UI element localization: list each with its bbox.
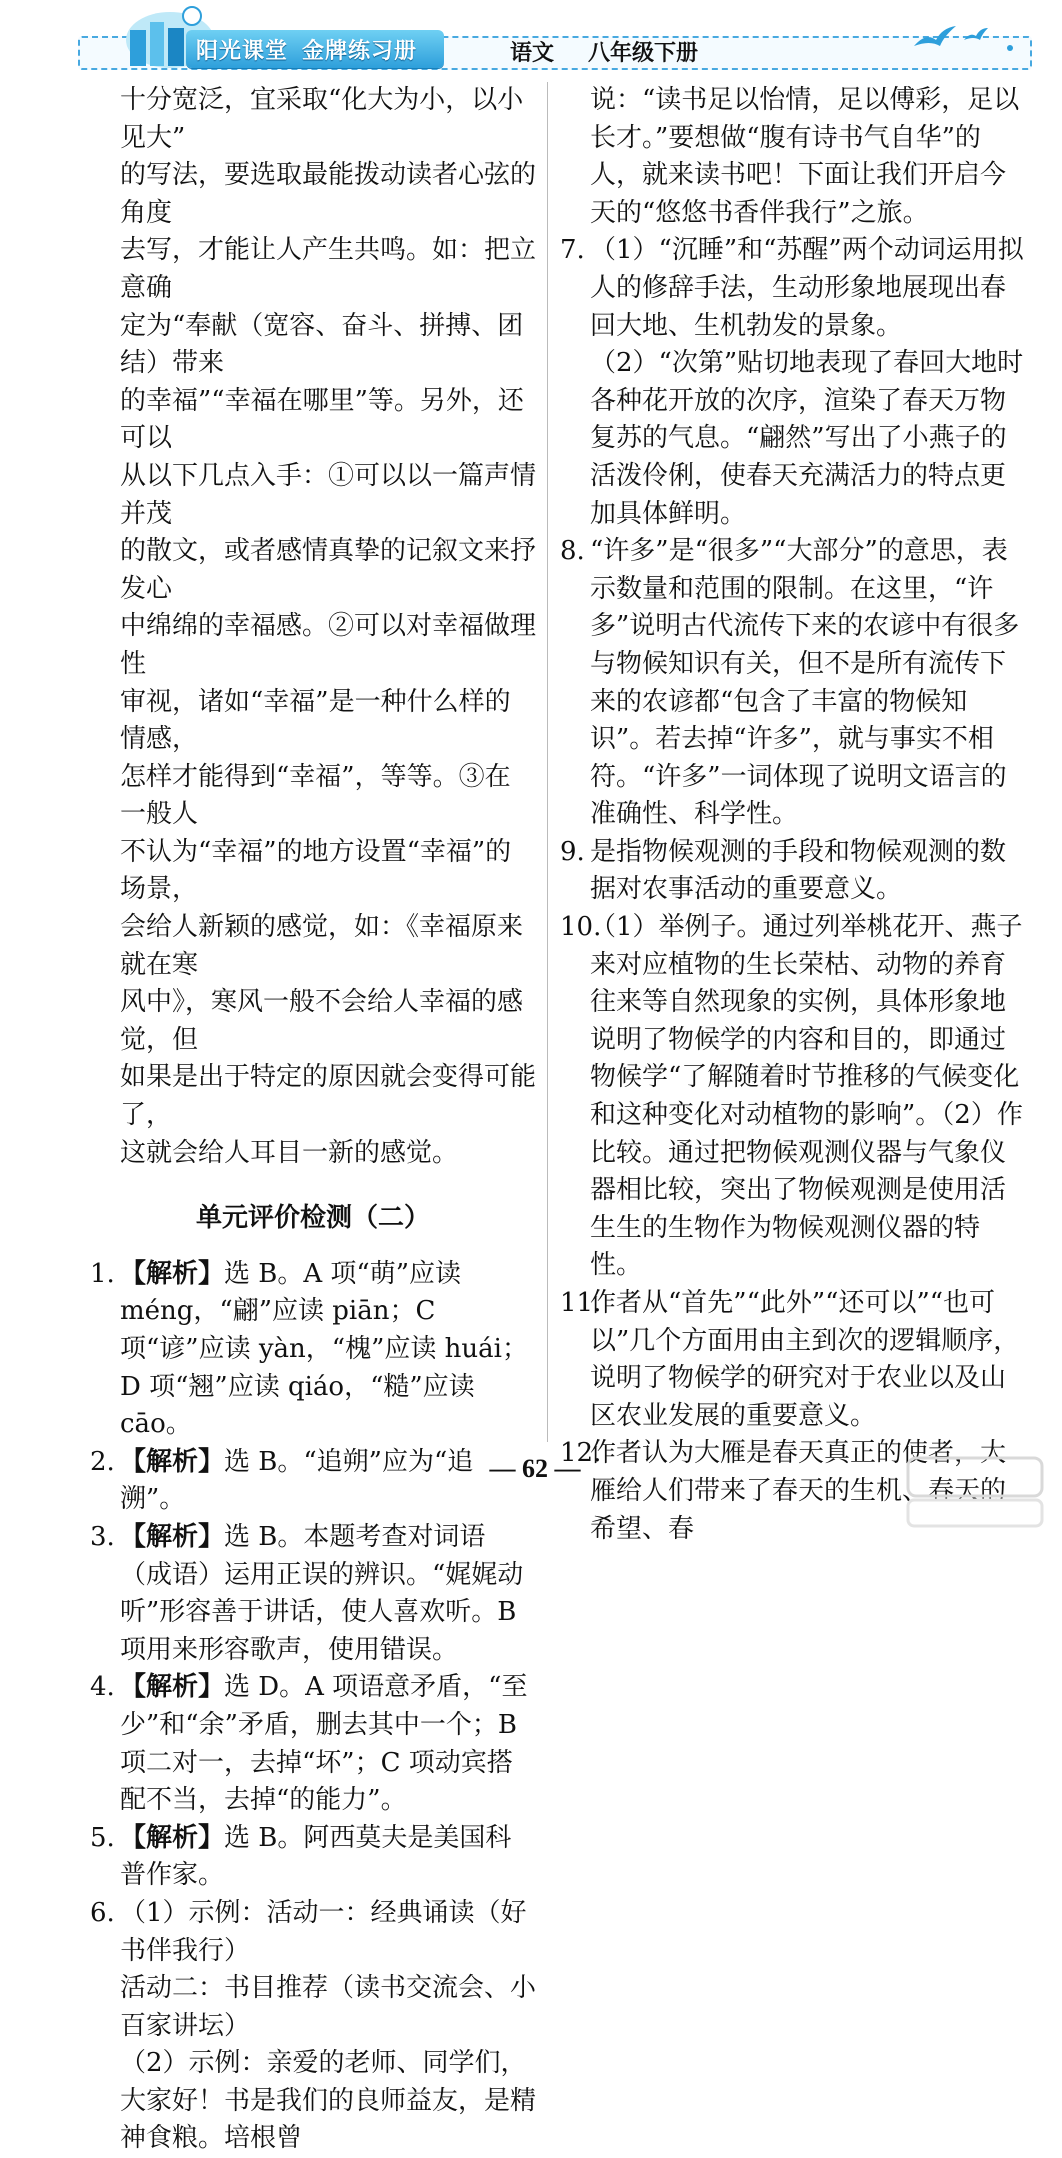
answer-item-6 [90,1895,536,1970]
analysis-tag: 【解析】 [120,1258,225,1289]
text-line: 的幸福”“幸福在哪里”等。另外，还可以 [120,385,524,454]
item-text: “许多”是“很多”“大部分”的意思，表示数量和范围的限制。在这里，“许多”说明古代流传下来的农谚中有很多与物候知识有关，但不是所有流传下来的农谚都“包含了丰富的物候知识”。若去掉“许多”，就与事实不相符。“许多”一词体现了说明文语言的准确性、科学性。 [590,536,1020,830]
text-line: 会给人新颖的感觉，如：《幸福原来就在寒 [120,912,524,980]
answer-item [560,834,1030,909]
answer-item [90,1519,536,1669]
item-text: 作者从“首先”“此外”“还可以”“也可以”几个方面用由主到次的逻辑顺序，说明了物候学的研究对于农业以及山区农业发展的重要意义。 [590,1288,1020,1431]
text-line: 怎样才能得到“幸福”，等等。③在一般人 [120,761,511,830]
item-text: 是指物候观测的手段和物候观测的数据对农事活动的重要意义。 [590,836,1007,905]
item-text: 选 B。阿西莫夫是美国科普作家。 [120,1822,512,1891]
item-text: 选 B。“追朔”应为“追溯”。 [120,1446,474,1515]
item-number: 9. [560,836,585,867]
page-header [0,0,1062,80]
item-text: 选 D。A 项语意矛盾，“至少”和“余”矛盾，删去其中一个；B 项二对一，去掉“坏”；C 项动宾搭配不当，去掉“的能力”。 [120,1672,528,1816]
analysis-tag: 【解析】 [120,1672,225,1703]
header-subject [510,36,732,67]
item-number: 4. [90,1672,115,1703]
item-text: （1）举例子。通过列举桃花开、燕子来对应植物的生长荣枯、动物的养育往来等自然现象的实例，具体形象地说明了物候学的内容和目的，即通过物候学“了解随着时节推移的气候变化和这种变化对动植物的影响”。（2）作比较。通过把物候观测仪器与气象仪器相比较，突出了物候观测是使用活生生的生物作为物候观测仪器的特性。 [590,912,1023,1281]
item-number: 3. [90,1521,115,1552]
item-sub-paragraph: （2）示例：亲爱的老师、同学们，大家好！书是我们的良师益友，是精神食粮。培根曾 [120,2048,537,2154]
text-line: 从以下几点入手：①可以以一篇声情并茂 [120,460,537,529]
birds-icon [912,18,1022,58]
analysis-tag: 【解析】 [120,1521,225,1552]
item-text: 作者认为大雁是春天真正的使者，大雁给人们带来了春天的生机、春天的希望、春 [590,1438,1007,1544]
answer-item [90,1820,536,1895]
item-text: （1）“沉睡”和“苏醒”两个动词运用拟人的修辞手法，生动形象地展现出春回大地、生机勃发的景象。 [590,235,1024,341]
answer-item [560,533,1030,834]
item-sub-paragraph: 活动二：书目推荐（读书交流会、小百家讲坛） [120,1973,537,2041]
answer-item [560,909,1030,1285]
grade-label: 八年级下册 [588,41,699,66]
item-number: 10. [560,912,602,943]
answer-item [90,1444,536,1519]
analysis-tag: 【解析】 [120,1446,225,1477]
item-number: 8. [560,536,585,567]
item-sub-paragraph: （2）“次第”贴切地表现了春回大地时各种花开放的次序，渲染了春天万物复苏的气息。“翩然”写出了小燕子的活泼伶俐，使春天充满活力的特点更加具体鲜明。 [590,348,1024,529]
right-column [560,82,1030,1548]
text-line: 中绵绵的幸福感。②可以对幸福做理性 [120,611,537,679]
text-line: 的散文，或者感情真挚的记叙文来抒发心 [120,536,537,604]
answer-item [560,1285,1030,1435]
answer-item [90,1256,536,1444]
section-title: 单元评价检测（二） [195,1203,430,1234]
text-line: 如果是出于特定的原因就会变得可能了， [120,1062,537,1131]
answer-item [90,1669,536,1819]
item-number: 12. [560,1438,602,1469]
subject-label: 语文 [510,41,555,66]
item-text: （1）示例：活动一：经典诵读（好书伴我行） [120,1897,527,1966]
analysis-tag: 【解析】 [120,1822,225,1853]
text-line: 十分宽泛，宜采取“化大为小，以小见大” [120,85,524,153]
text-line: 不认为“幸福”的地方设置“幸福”的场景， [120,836,512,905]
text-line: 的写法，要选取最能拨动读者心弦的角度 [120,160,537,228]
text-line: 这就会给人耳目一新的感觉。 [120,1137,459,1168]
item-number: 11. [560,1288,602,1318]
text-line: 风中》，寒风一般不会给人幸福的感觉，但 [120,987,524,1055]
text-line: 定为“奉献（宽容、奋斗、拼搏、团结）带来 [120,310,524,379]
text-line: 去写，才能让人产生共鸣。如：把立意确 [120,235,537,303]
item-number: 6. [90,1897,115,1928]
brand-series: 金牌练习册 [302,39,418,64]
watermark-logo-icon [900,1452,1050,1532]
brand-name: 阳光课堂 [196,39,289,64]
text-line: 审视，诸如“幸福”是一种什么样的情感， [120,686,511,755]
item-number: 1. [90,1258,115,1289]
page-number: — 62 — [489,1454,581,1483]
continued-paragraph: 说：“读书足以怡情，足以傅彩，足以长才。”要想做“腹有诗书气自华”的人，就来读书吧！下面让我们开启今天的“悠悠书香伴我行”之旅。 [590,85,1020,228]
item-number: 5. [90,1822,115,1853]
header-brand [196,34,431,65]
answer-item-7 [560,232,1030,345]
item-number: 2. [90,1446,115,1477]
left-column [90,82,536,2158]
column-divider [547,82,548,1442]
item-number: 7. [560,235,585,266]
continued-paragraph [90,82,536,1172]
item-text: 选 B。本题考查对词语（成语）运用正误的辨识。“娓娓动听”形容善于讲话，使人喜欢听。B 项用来形容歌声，使用错误。 [120,1521,524,1665]
item-text: 选 B。A 项“萌”应读 méng，“翩”应读 piān；C 项“谚”应读 yàn，“槐”应读 huái；D 项“翘”应读 qiáo，“糙”应读 cāo。 [120,1258,528,1440]
